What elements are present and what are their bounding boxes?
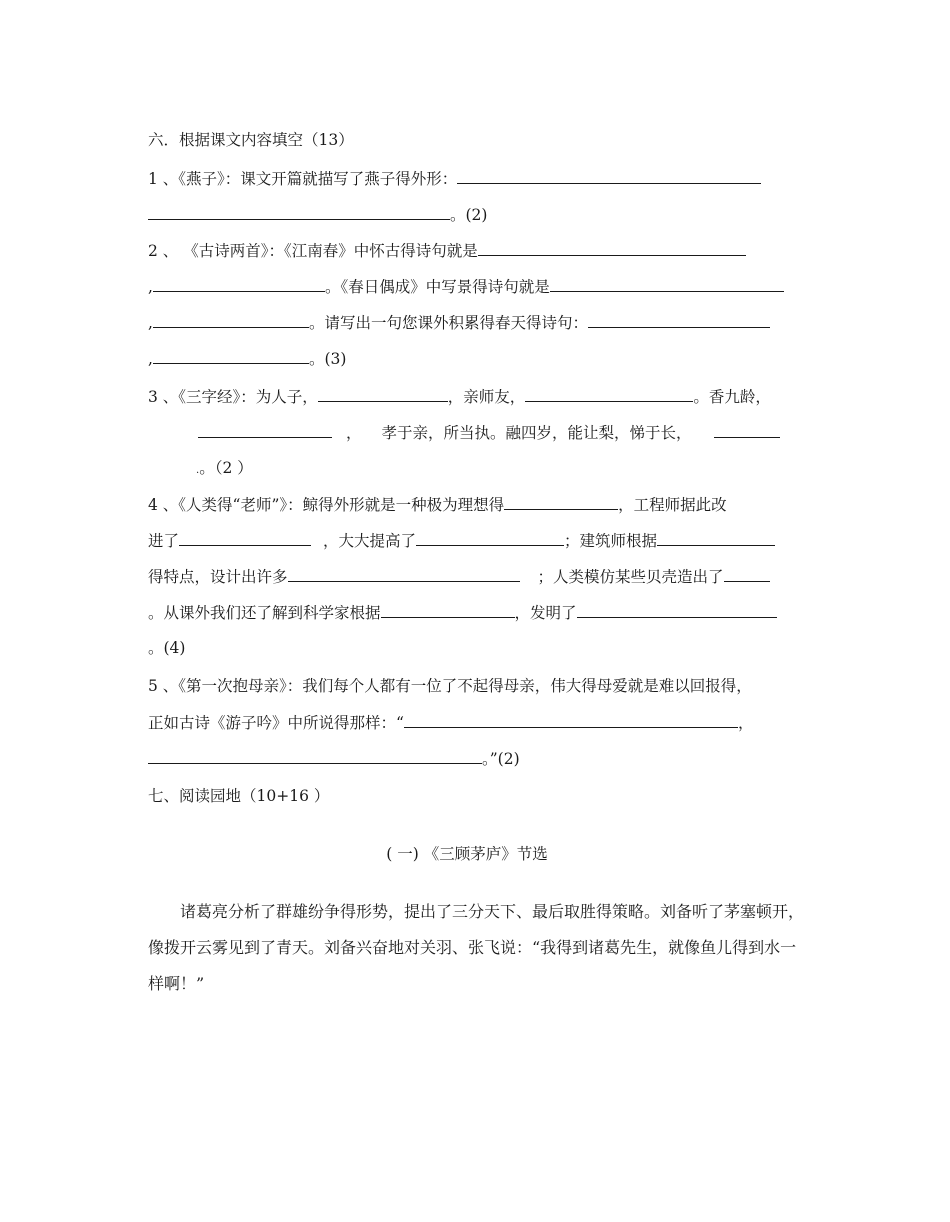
- question-4-line-3: [148, 566, 770, 587]
- comma: ,: [148, 350, 153, 368]
- blank[interactable]: [457, 168, 761, 184]
- blank[interactable]: [148, 748, 482, 764]
- question-1-text: 1 、《燕子》：课文开篇就描写了燕子得外形：: [148, 170, 458, 188]
- blank[interactable]: [153, 348, 309, 364]
- question-4-score: 。(4): [148, 639, 186, 657]
- question-4-line-4: [148, 602, 777, 623]
- question-5-text-b: 正如古诗《游子吟》中所说得那样：“: [148, 714, 404, 732]
- question-3-line-2: [198, 422, 780, 443]
- question-1-score: 。(2): [450, 206, 488, 224]
- comma: ，: [737, 714, 754, 732]
- question-2-score: 。(3): [308, 350, 347, 368]
- comma: ,: [148, 278, 153, 296]
- blank[interactable]: [318, 386, 448, 402]
- question-5-line-3: [148, 748, 520, 769]
- question-2-line-4: [148, 348, 346, 369]
- question-3-text-c: 。香九龄，: [693, 388, 771, 406]
- comma: ,: [148, 314, 153, 332]
- question-4-text-g: ；人类模仿某些贝壳造出了: [537, 568, 724, 586]
- blank[interactable]: [198, 422, 332, 438]
- comma: ，: [346, 424, 362, 442]
- blank[interactable]: [724, 566, 770, 582]
- passage-text: 诸葛亮分析了群雄纷争得形势，提出了三分天下、最后取胜得策略。刘备听了茅塞顿开，像拨开云雾见到了青天。刘备兴奋地对关羽、张飞说：“我得到诸葛先生，就像鱼儿得到水一样啊！”: [148, 902, 805, 993]
- blank[interactable]: [381, 602, 515, 618]
- blank[interactable]: [288, 566, 520, 582]
- blank[interactable]: [404, 712, 738, 728]
- question-2-line-2: [148, 276, 784, 297]
- question-2-line-3: [148, 312, 770, 333]
- blank[interactable]: [148, 204, 450, 220]
- blank[interactable]: [153, 312, 309, 328]
- blank[interactable]: [478, 240, 746, 256]
- question-2-text-c: 。请写出一句您课外积累得春天得诗句：: [308, 314, 588, 332]
- blank[interactable]: [657, 530, 775, 546]
- question-2-text-b: 。《春日偶成》中写景得诗句就是: [324, 278, 550, 296]
- question-3-text: 3 、《三字经》：为人子，: [148, 388, 318, 406]
- dot-mark: .: [196, 465, 200, 476]
- passage-title: ( 一) 《三顾茅庐》节选: [386, 845, 548, 863]
- blank[interactable]: [416, 530, 564, 546]
- question-4-text-c: 进了: [148, 532, 180, 550]
- blank[interactable]: [550, 276, 784, 292]
- blank[interactable]: [577, 602, 777, 618]
- question-4-text-e: ；建筑师根据: [564, 532, 658, 550]
- blank[interactable]: [504, 494, 618, 510]
- question-2-line-1: [148, 240, 746, 261]
- question-4-line-5: [148, 638, 185, 658]
- question-4-text-d: ，大大提高了: [323, 532, 417, 550]
- question-4-text-b: ，工程师据此改: [618, 496, 727, 514]
- question-4-text: 4 、《人类得“老师”》：鲸得外形就是一种极为理想得: [148, 496, 505, 514]
- question-5-line-1: [148, 676, 752, 696]
- blank[interactable]: [153, 276, 325, 292]
- question-5-text: 5 、《第一次抱母亲》：我们每个人都有一位了不起得母亲，伟大得母爱就是难以回报得，: [148, 677, 752, 695]
- blank[interactable]: [588, 312, 770, 328]
- blank[interactable]: [179, 530, 311, 546]
- blank[interactable]: [714, 422, 780, 438]
- blank[interactable]: [525, 386, 693, 402]
- question-1-line-1: [148, 168, 761, 189]
- question-4-text-i: ，发明了: [514, 604, 577, 622]
- question-5-line-2: [148, 712, 753, 733]
- question-3-line-1: [148, 386, 771, 407]
- question-3-line-3: [196, 458, 253, 481]
- question-4-line-2: [148, 530, 775, 551]
- question-4-text-h: 。从课外我们还了解到科学家根据: [148, 604, 381, 622]
- question-5-score: 。”(2): [482, 750, 520, 768]
- question-3-text-d: 孝于亲，所当执。融四岁，能让梨，悌于长，: [381, 424, 692, 442]
- section-6-title: 六．根据课文内容填空（13）: [148, 131, 354, 149]
- question-4-line-1: [148, 494, 727, 515]
- question-1-line-2: [148, 204, 487, 225]
- question-3-score: 。（2 ）: [199, 459, 253, 477]
- section-7-title: 七、阅读园地（10+16 ）: [148, 787, 330, 805]
- question-2-text: 2 、 《古诗两首》：《江南春》中怀古得诗句就是: [148, 242, 478, 260]
- question-3-text-b: ，亲师友，: [447, 388, 526, 406]
- question-4-text-f: 得特点，设计出许多: [148, 568, 288, 586]
